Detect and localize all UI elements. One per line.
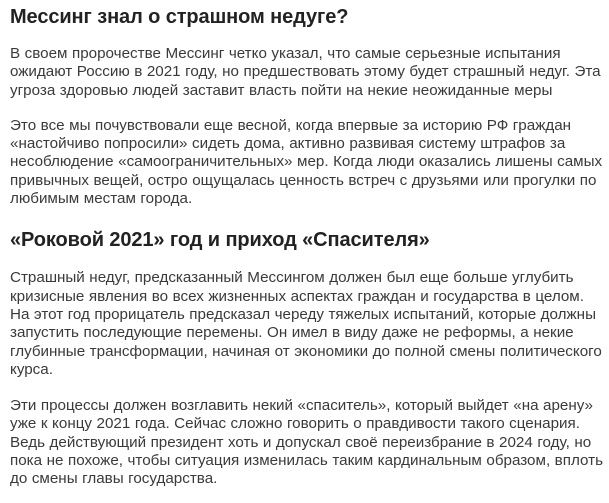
- paragraph-spring-restrictions: Это все мы почувствовали еще весной, когда впервые за историю РФ граждан «настойчиво попросили» сидеть дома, активно развивая систему штрафов за несоблюдение «самоограничительных» мер. Когда люди оказались лишены самых привычных вещей, остро ощущалась ценность встреч с друзьями или прогулки по любимым местам города.: [10, 116, 603, 208]
- article: [10, 0, 606, 489]
- paragraph-prophecy: В своем пророчестве Мессинг четко указал, что самые серьезные испытания ожидают Россию в 2021 году, но предшествовать этому будет страшный недуг. Эта угроза здоровью людей заставит власть пойти на некие неожиданные меры: [10, 45, 601, 99]
- paragraph-terrible-illness: Страшный недуг, предсказанный Мессингом должен был еще больше углубить кризисные явления во всех жизненных аспектах граждан и государства в целом. На этот год прорицатель предсказал череду тяжелых испытаний, которые должны запустить последующие перемены. Он имел в виду даже не реформы, а некие глубинные трансформации, начиная от экономики до полной смены политического курса.: [10, 269, 602, 378]
- paragraph-savior: Эти процессы должен возглавить некий «спаситель», который выйдет «на арену» уже к концу 2021 года. Сейчас сложно говорить о правдивости такого сценария. Ведь действующий президент хоть и допускал своё переизбрание в 2024 году, но пока не похоже, чтобы ситуация изменилась таким кардинальным образом, вплоть до смены главы государства.: [10, 397, 603, 488]
- section-heading-messing: Мессинг знал о страшном недуге?: [10, 6, 349, 28]
- section-heading-fatal-2021: «Роковой 2021» год и приход «Спасителя»: [10, 229, 430, 252]
